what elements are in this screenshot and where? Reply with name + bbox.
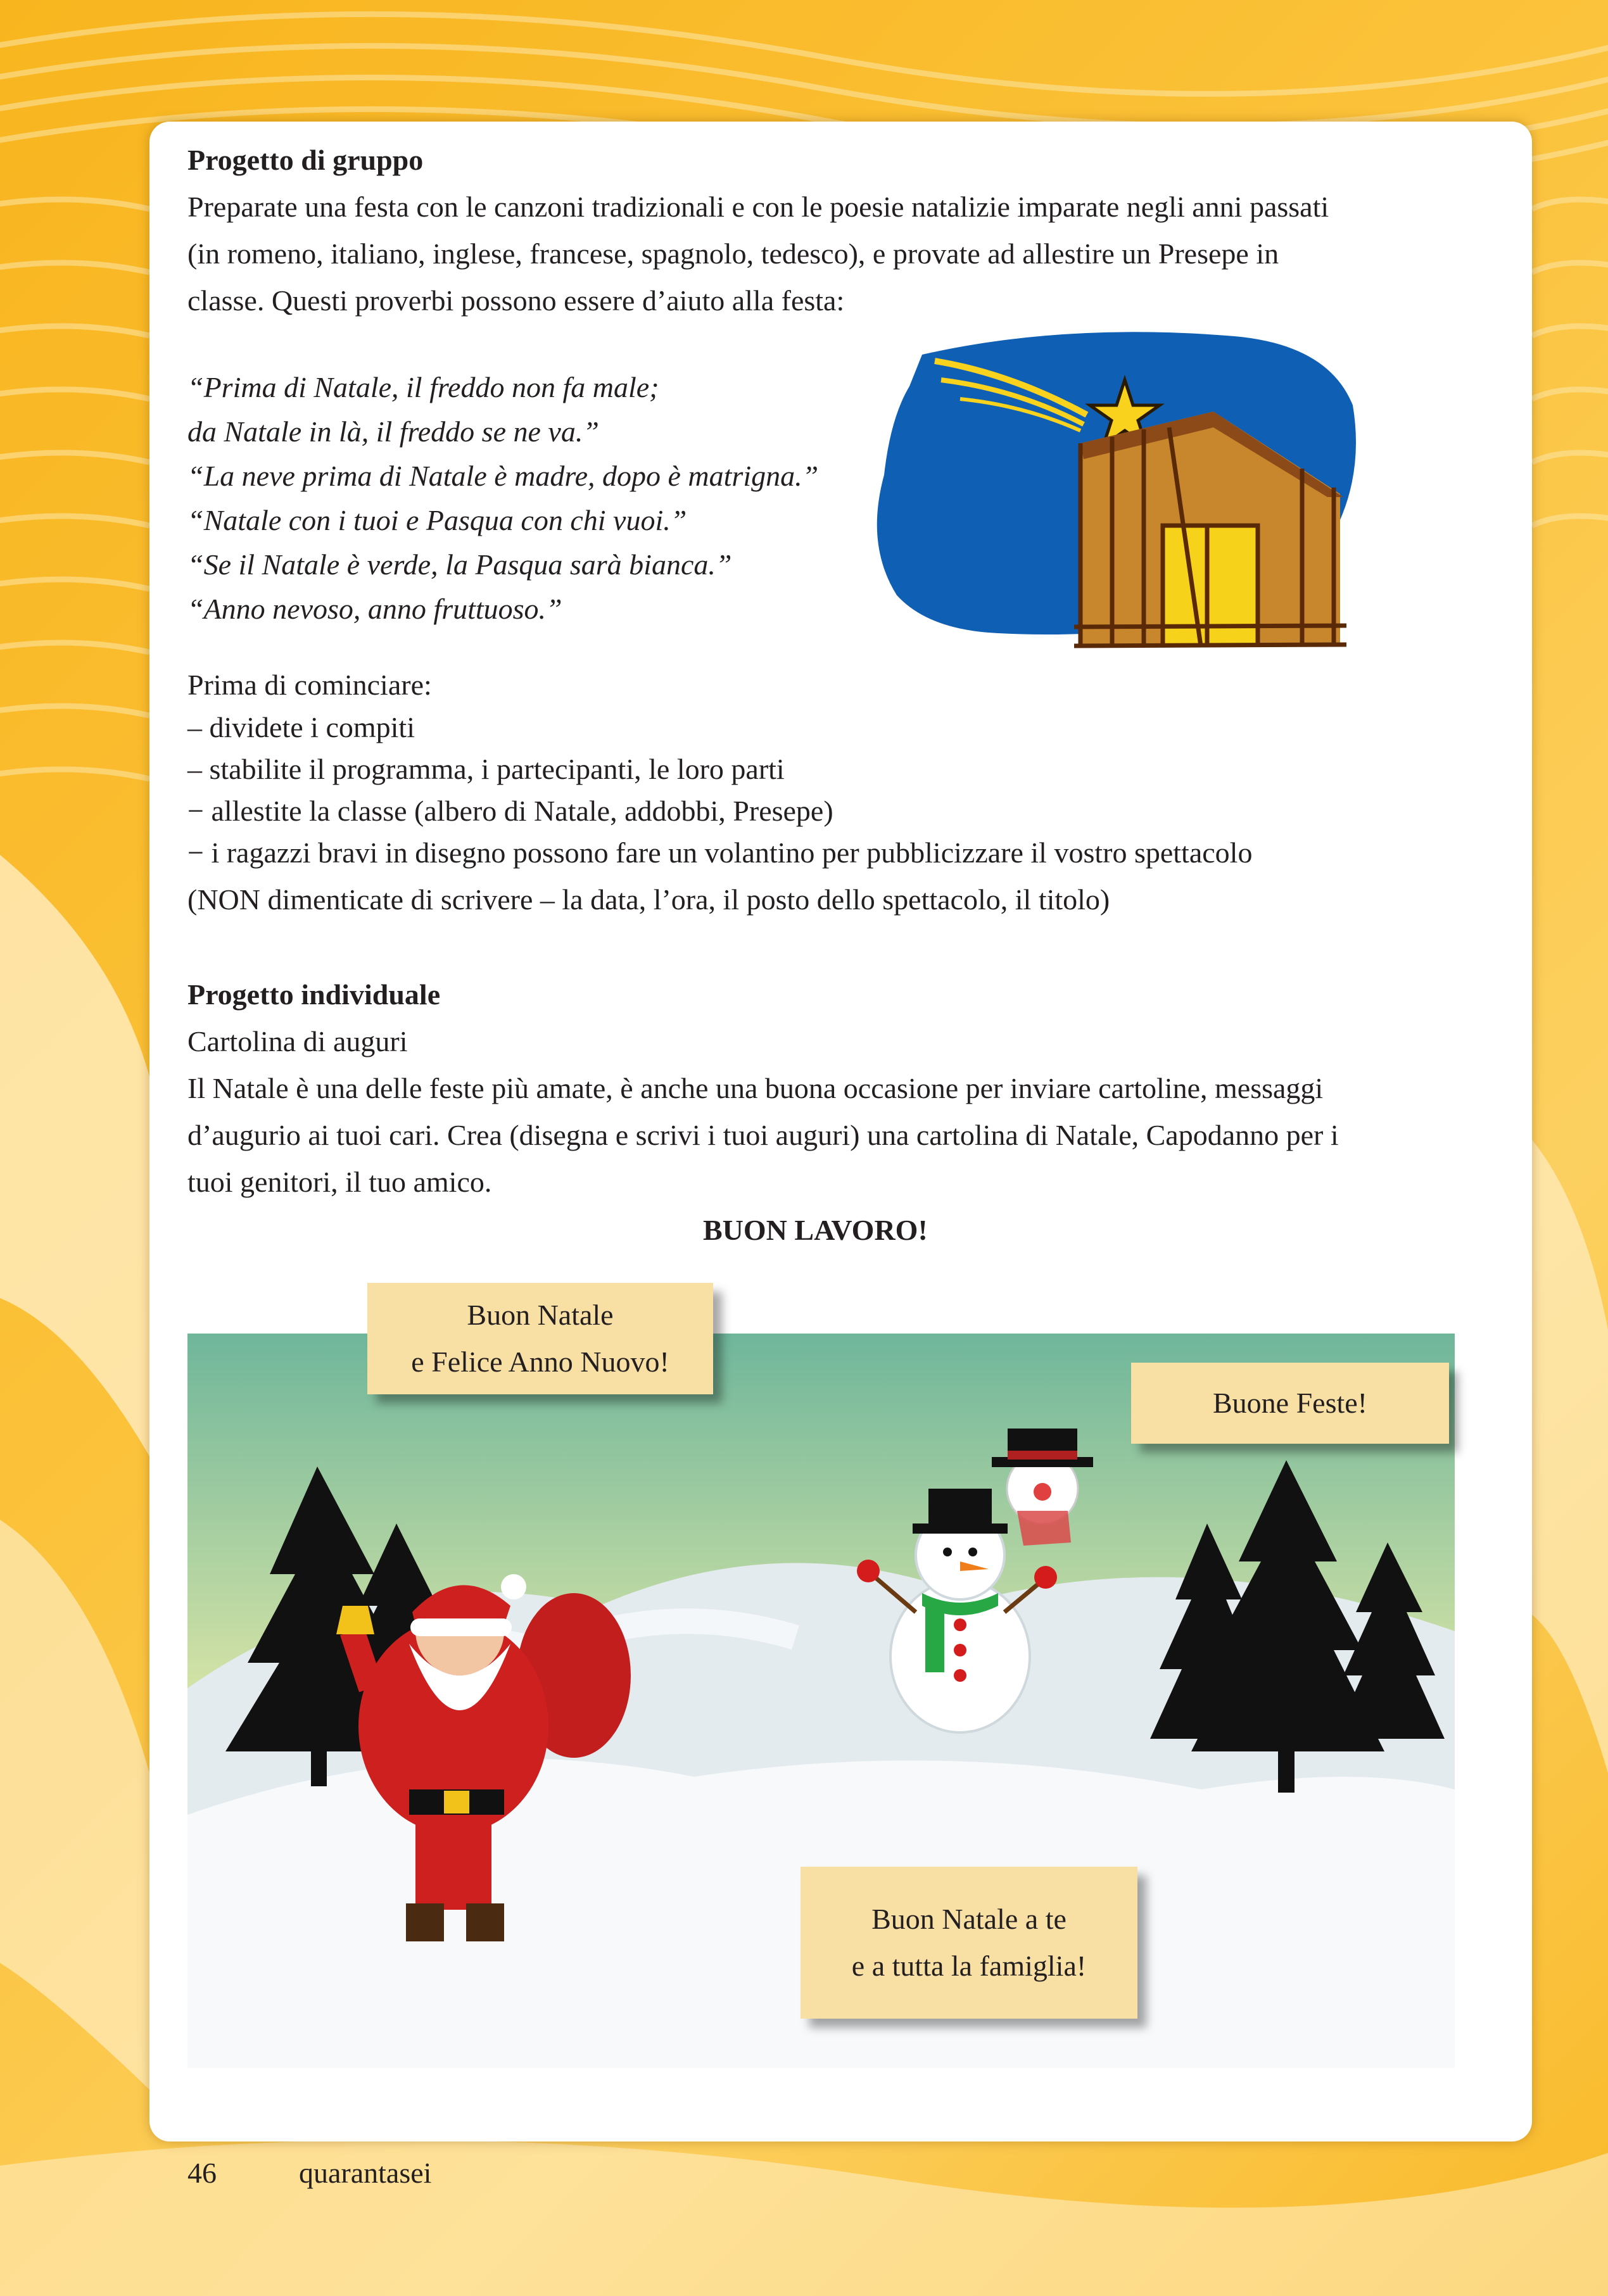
step-item: – stabilite il programma, i partecipanti, le loro parti	[187, 753, 785, 785]
individual-body-line: d’augurio ai tuoi cari. Crea (disegna e scrivi i tuoi auguri) una cartolina di Natale, Capodanno per i	[187, 1119, 1339, 1151]
nativity-illustration	[871, 317, 1359, 659]
page-number: 46	[187, 2157, 217, 2189]
step-item: – dividete i compiti	[187, 711, 415, 743]
individual-project-title: Progetto individuale	[187, 978, 441, 1011]
individual-body-line: Il Natale è una delle feste più amate, è anche una buona occasione per inviare cartoline, messaggi	[187, 1072, 1324, 1104]
greeting-card-family	[801, 1867, 1137, 2019]
proverb-line: “Natale con i tuoi e Pasqua con chi vuoi.”	[187, 504, 687, 536]
page-number-word: quarantasei	[299, 2157, 432, 2189]
proverb-line: “Prima di Natale, il freddo non fa male;	[187, 371, 659, 403]
step-item: − i ragazzi bravi in disegno possono fare un volantino per pubblicizzare il vostro spettacolo	[187, 836, 1253, 869]
greeting-line: e a tutta la famiglia!	[851, 1950, 1087, 1982]
step-item: − allestite la classe (albero di Natale, addobbi, Presepe)	[187, 795, 833, 827]
group-intro-line: (in romeno, italiano, inglese, francese, spagnolo, tedesco), e provate ad allestire un Presepe in	[187, 237, 1279, 270]
before-start-label: Prima di cominciare:	[187, 669, 432, 701]
greeting-line: Buone Feste!	[1212, 1387, 1367, 1419]
proverb-line: “La neve prima di Natale è madre, dopo è matrigna.”	[187, 460, 819, 492]
closing-text: BUON LAVORO!	[703, 1214, 928, 1246]
step-item: (NON dimenticate di scrivere – la data, l’ora, il posto dello spettacolo, il titolo)	[187, 883, 1110, 916]
greeting-card-happy-holidays	[1131, 1363, 1449, 1444]
group-project-title: Progetto di gruppo	[187, 144, 424, 176]
individual-body-line: tuoi genitori, il tuo amico.	[187, 1166, 492, 1198]
greeting-line: Buon Natale	[467, 1299, 614, 1331]
proverb-line: “Se il Natale è verde, la Pasqua sarà bianca.”	[187, 548, 732, 581]
individual-project-subtitle: Cartolina di auguri	[187, 1025, 408, 1057]
group-intro-line: classe. Questi proverbi possono essere d’aiuto alla festa:	[187, 284, 845, 317]
greeting-line: e Felice Anno Nuovo!	[411, 1346, 669, 1378]
greeting-line: Buon Natale a te	[871, 1903, 1067, 1935]
greeting-card-christmas-new-year	[367, 1283, 713, 1394]
group-intro-line: Preparate una festa con le canzoni tradizionali e con le poesie natalizie imparate negli anni passati	[187, 191, 1329, 223]
proverb-line: “Anno nevoso, anno fruttuoso.”	[187, 593, 562, 625]
proverb-line: da Natale in là, il freddo se ne va.”	[187, 415, 599, 448]
